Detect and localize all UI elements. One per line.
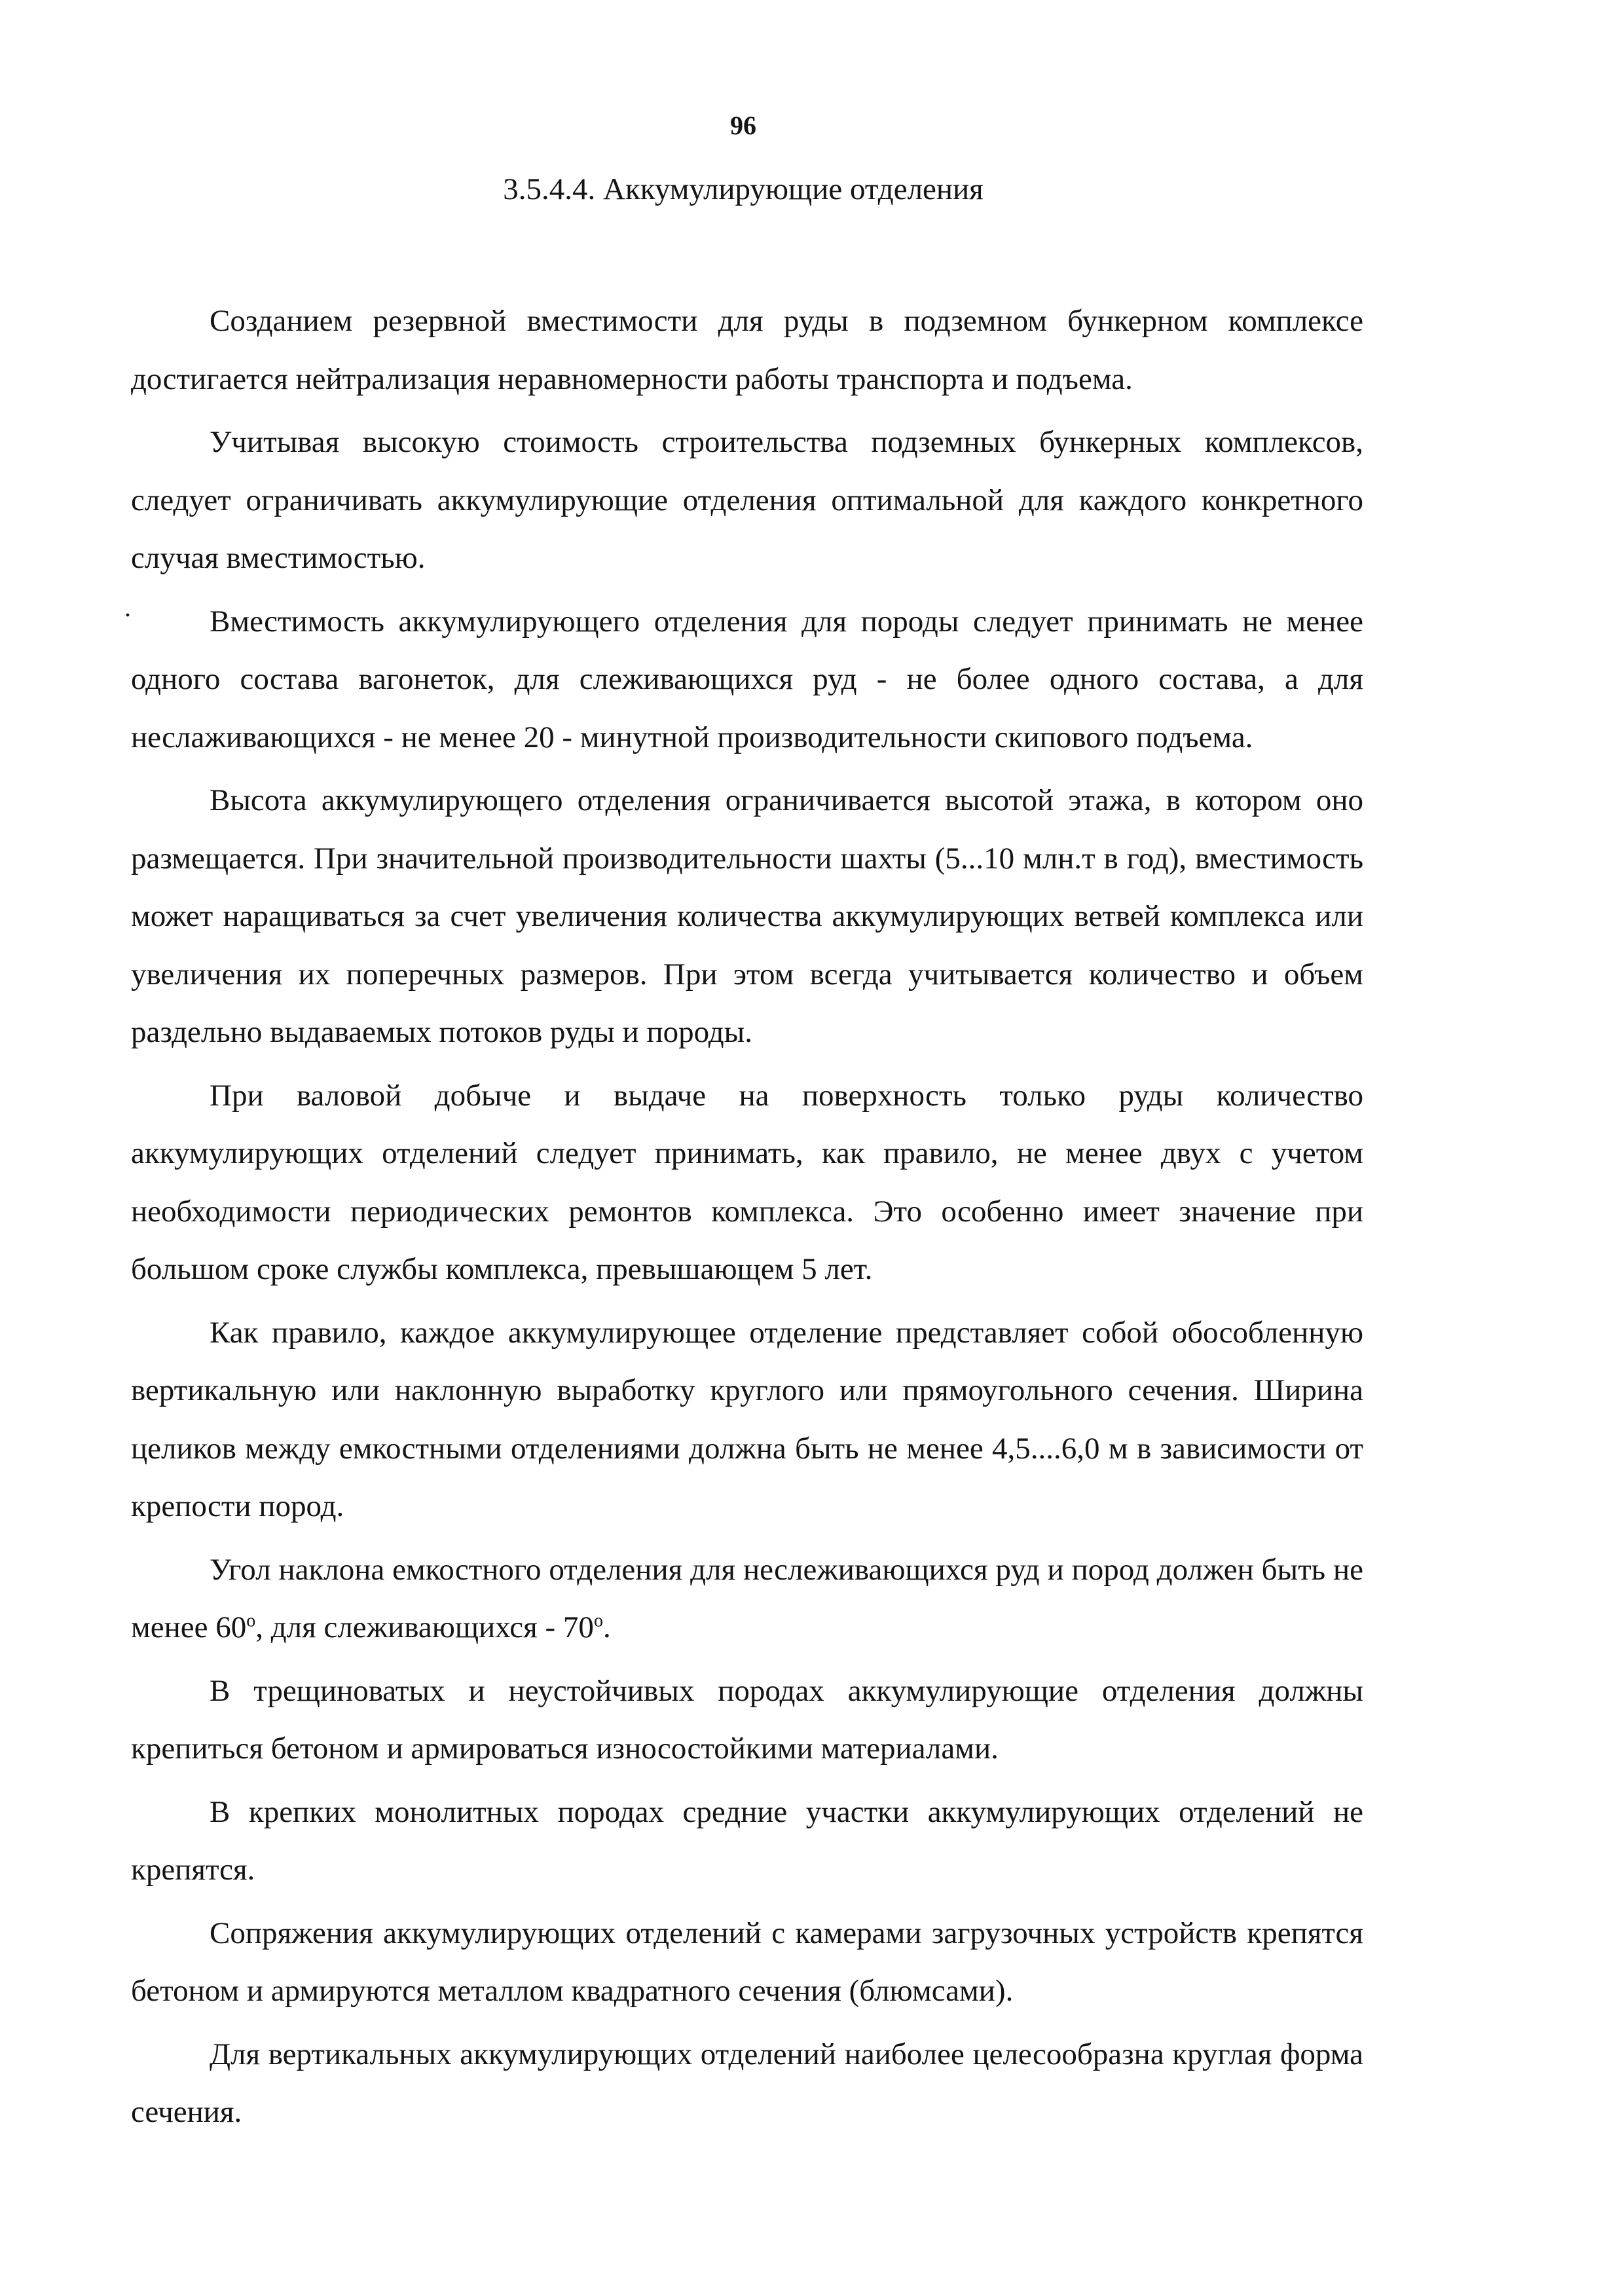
body-text <box>131 292 1363 2147</box>
paragraph-9: В крепких монолитных породах средние участки аккумулирующих отделений не крепятся. <box>131 1794 1363 1887</box>
paragraph-2: Учитывая высокую стоимость строительства подземных бункерных комплексов, следует ограничивать аккумулирующие отделения оптимальной для каждого конкретного случая вместимостью. <box>131 425 1363 575</box>
page-number: 96 <box>730 111 756 140</box>
degree-superscript-2: о <box>593 1610 603 1631</box>
paragraph-7 <box>131 1541 1363 1657</box>
paragraph-6: Как правило, каждое аккумулирующее отделение представляет собой обособленную вертикальную или наклонную выработку круглого или прямоугольного сечения. Ширина целиков между емкостными отделениями должна быть не менее 4,5....6,0 м в зависимости от крепости пород. <box>131 1315 1363 1523</box>
paragraph-5: При валовой добыче и выдаче на поверхность только руды количество аккумулирующих отделений следует принимать, как правило, не менее двух с учетом необходимости периодических ремонтов комплекса. Это особенно имеет значение при большом сроке службы комплекса, превышающем 5 лет. <box>131 1078 1363 1286</box>
paragraph-7-text-middle: , для слеживающихся - 70 <box>255 1610 594 1644</box>
paragraph-8: В трещиноватых и неустойчивых породах аккумулирующие отделения должны крепиться бетоном и армироваться износостойкими материалами. <box>131 1673 1363 1766</box>
paragraph-7-text-before: Угол наклона емкостного отделения для неслеживающихся руд и пород должен быть не менее 60 <box>131 1552 1363 1644</box>
paragraph-11: Для вертикальных аккумулирующих отделений наиболее целесообразна круглая форма сечения. <box>131 2037 1363 2129</box>
section-title: 3.5.4.4. Аккумулирующие отделения <box>503 172 984 206</box>
paragraph-4: Высота аккумулирующего отделения ограничивается высотой этажа, в котором оно размещается. При значительной производительности шахты (5...10 млн.т в год), вместимость может наращиваться за счет увеличения количества аккумулирующих ветвей комплекса или увеличения их поперечных размеров. При этом всегда учитывается количество и объем раздельно выдаваемых потоков руды и породы. <box>131 783 1363 1049</box>
paragraph-7-text-after: . <box>602 1610 611 1644</box>
stray-mark: . <box>124 593 131 622</box>
paragraph-3: Вместимость аккумулирующего отделения для породы следует принимать не менее одного состава вагонеток, для слеживающихся руд - не более одного состава, а для неслаживающихся - не менее 20 - минутной производительности скипового подъема. <box>131 604 1363 754</box>
paragraph-1: Созданием резервной вместимости для руды в подземном бункерном комплексе достигается нейтрализация неравномерности работы транспорта и подъема. <box>131 304 1363 396</box>
degree-superscript-1: о <box>246 1610 256 1631</box>
paragraph-10: Сопряжения аккумулирующих отделений с камерами загрузочных устройств крепятся бетоном и армируются металлом квадратного сечения (блюмсами). <box>131 1916 1363 2008</box>
